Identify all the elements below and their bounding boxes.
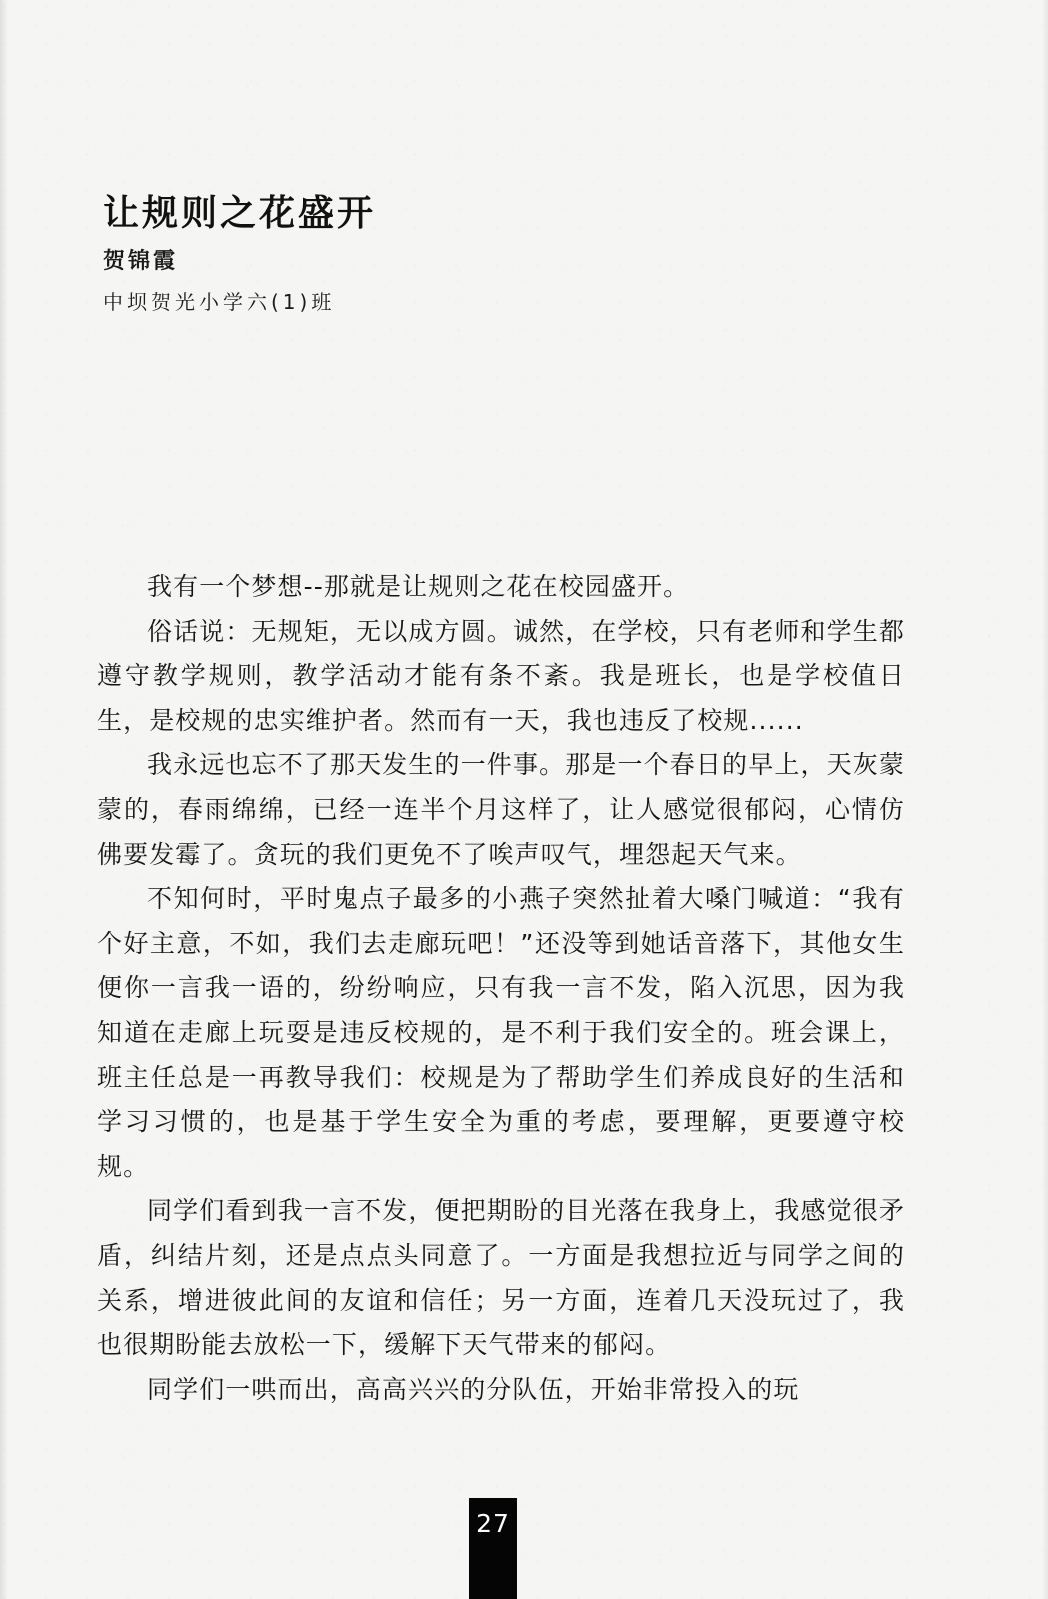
- article-title: 让规则之花盛开: [103, 193, 377, 234]
- page-number: 27: [469, 1498, 517, 1599]
- paragraph-1: 我有一个梦想--那就是让规则之花在校园盛开。: [147, 572, 690, 601]
- article-body: [97, 565, 905, 1412]
- page-left-shadow: [0, 0, 8, 1599]
- paragraph-5: 同学们看到我一言不发，便把期盼的目光落在我身上，我感觉很矛盾，纠结片刻，还是点点头同意了。一方面是我想拉近与同学之间的关系，增进彼此间的友谊和信任；另一方面，连着几天没玩过了，我也很期盼能去放松一下，缓解下天气带来的郁闷。: [97, 1196, 905, 1360]
- page-right-shadow: [1042, 0, 1048, 1599]
- paragraph-6: 同学们一哄而出，高高兴兴的分队伍，开始非常投入的玩: [147, 1374, 800, 1404]
- paragraph-3: 我永远也忘不了那天发生的一件事。那是一个春日的早上，天灰蒙蒙的，春雨绵绵，已经一连半个月这样了，让人感觉很郁闷，心情仿佛要发霉了。贪玩的我们更免不了唉声叹气，埋怨起天气来。: [97, 750, 905, 869]
- school-class: 中坝贺光小学六(1)班: [103, 290, 336, 314]
- paragraph-4: 不知何时，平时鬼点子最多的小燕子突然扯着大嗓门喊道：“我有个好主意，不如，我们去走廊玩吧！”还没等到她话音落下，其他女生便你一言我一语的，纷纷响应，只有我一言不发，陷入沉思，因为我知道在走廊上玩耍是违反校规的，是不利于我们安全的。班会课上，班主任总是一再教导我们：校规是为了帮助学生们养成良好的生活和学习习惯的，也是基于学生安全为重的考虑，要理解，更要遵守校规。: [97, 884, 905, 1181]
- author-name: 贺锦霞: [103, 249, 179, 274]
- paragraph-2: 俗话说：无规矩，无以成方圆。诚然，在学校，只有老师和学生都遵守教学规则，教学活动才能有条不紊。我是班长，也是学校值日生，是校规的忠实维护者。然而有一天，我也违反了校规......: [97, 616, 905, 735]
